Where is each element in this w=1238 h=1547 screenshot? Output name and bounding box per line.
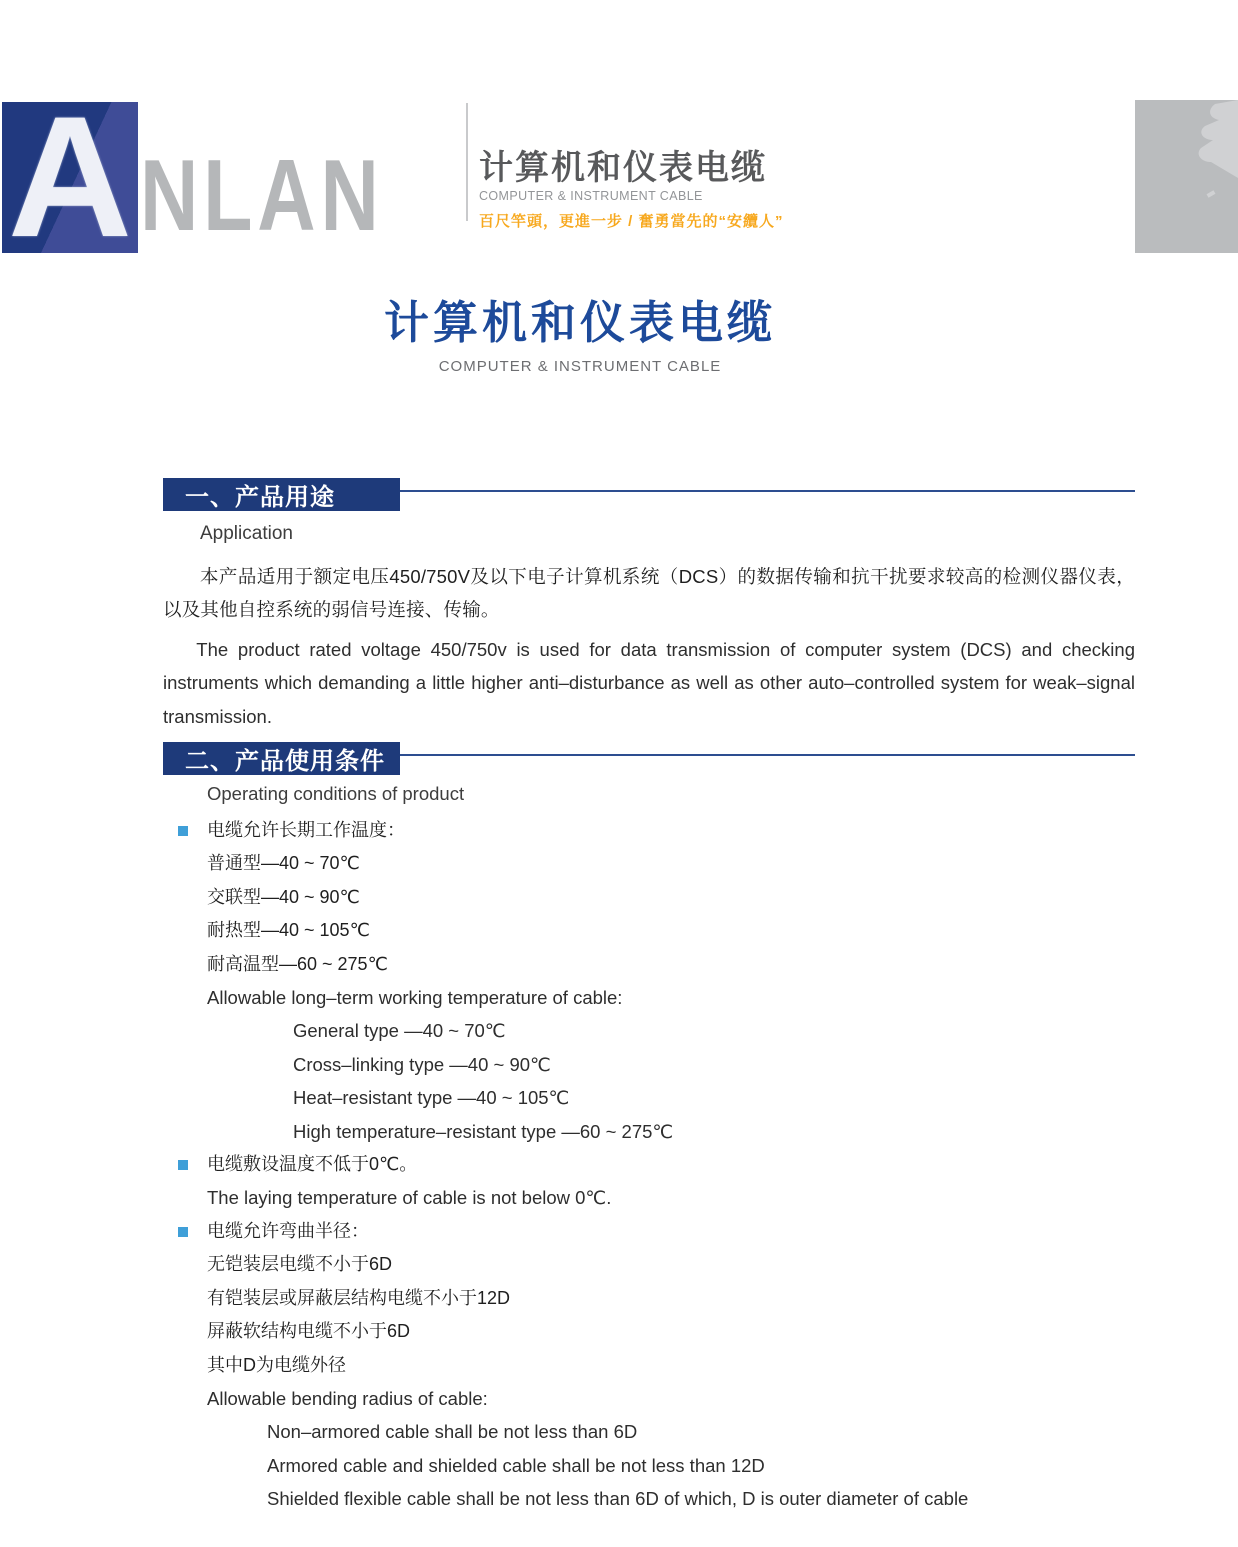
conditions-list	[163, 814, 1135, 1516]
header-tagline: 百尺竿頭，更進一步 / 奮勇當先的“安纜人”	[479, 213, 784, 230]
logo-letter-a: A	[7, 102, 133, 253]
page-header	[0, 0, 1238, 260]
bullet-square-icon	[178, 826, 188, 836]
list-item-text: 普通型—40 ~ 70℃	[207, 853, 360, 874]
list-item-text: 电缆允许长期工作温度：	[207, 820, 405, 840]
list-item-text: 耐高温型—60 ~ 275℃	[207, 953, 388, 974]
section1-heading-bar: 一、产品用途	[163, 478, 400, 511]
list-item	[207, 814, 1135, 847]
list-item-text: 电缆敷设温度不低于0℃。	[207, 1154, 418, 1175]
header-title-en: COMPUTER & INSTRUMENT CABLE	[479, 189, 703, 203]
logo-wordmark: NLAN	[140, 140, 384, 252]
section2-heading-bar: 二、产品使用条件	[163, 742, 400, 775]
list-item	[207, 981, 1135, 1014]
list-item	[207, 847, 1135, 880]
list-item-text: 屏蔽软结构电缆不小于6D	[207, 1321, 411, 1342]
list-item	[207, 881, 1135, 914]
list-item-text: High temperature–resistant type —60 ~ 275℃	[293, 1120, 674, 1142]
list-item-text: 耐热型—40 ~ 105℃	[207, 920, 370, 941]
header-title-cn: 计算机和仪表电缆	[479, 149, 767, 187]
list-item-text: Allowable long–term working temperature of cable:	[207, 987, 623, 1009]
section1-rule	[400, 490, 1135, 492]
page-subtitle: COMPUTER & INSTRUMENT CABLE	[438, 358, 722, 375]
bullet-square-icon	[178, 1227, 188, 1237]
list-item	[207, 1482, 1135, 1515]
leaf-decoration-icon	[1135, 100, 1238, 253]
list-item	[207, 948, 1135, 981]
list-item-text: Heat–resistant type —40 ~ 105℃	[293, 1087, 570, 1109]
document-title-block	[0, 297, 1160, 375]
list-item	[207, 1181, 1135, 1214]
page-title: 计算机和仪表电缆	[383, 297, 776, 348]
list-item	[207, 1115, 1135, 1148]
list-item-text: 无铠装层电缆不小于6D	[207, 1254, 393, 1275]
list-item	[207, 1081, 1135, 1114]
header-divider	[466, 103, 468, 221]
section-operating-conditions	[163, 742, 1135, 1516]
application-paragraph-en: The product rated voltage 450/750v is used for data transmission of computer system (DCS) and checking instruments which demanding a little higher anti–disturbance as well as other auto–controlled system for weak–signal transmission.	[163, 638, 1135, 727]
section2-header	[163, 742, 1135, 775]
header-text	[479, 148, 1039, 231]
list-item	[207, 1048, 1135, 1081]
list-item	[207, 914, 1135, 947]
list-item	[207, 1315, 1135, 1348]
application-paragraph-cn: 本产品适用于额定电压450/750V及以下电子计算机系统（DCS）的数据传输和抗干扰要求较高的检测仪器仪表，以及其他自控系统的弱信号连接、传输。	[163, 566, 1135, 621]
list-item-text: 有铠装层或屏蔽层结构电缆不小于12D	[207, 1287, 511, 1308]
section2-rule	[400, 754, 1135, 756]
list-item-text: The laying temperature of cable is not below 0℃.	[207, 1187, 612, 1209]
list-item	[207, 1148, 1135, 1181]
section1-header	[163, 478, 1135, 511]
anlan-logo	[2, 102, 138, 253]
list-item-text: Cross–linking type —40 ~ 90℃	[293, 1053, 551, 1075]
list-item-text: Armored cable and shielded cable shall be not less than 12D	[267, 1454, 765, 1476]
list-item	[207, 1014, 1135, 1047]
list-item-text: 其中D为电缆外径	[207, 1354, 346, 1375]
list-item-text: General type —40 ~ 70℃	[293, 1020, 506, 1042]
list-item	[207, 1215, 1135, 1248]
section2-heading-en: Operating conditions of product	[207, 783, 465, 804]
list-item-text: Shielded flexible cable shall be not less than 6D of which, D is outer diameter of cable	[267, 1488, 969, 1510]
corner-photo	[1135, 100, 1238, 253]
list-item	[207, 1415, 1135, 1448]
list-item	[207, 1382, 1135, 1415]
section-application	[163, 478, 1135, 733]
list-item-text: 交联型—40 ~ 90℃	[207, 886, 360, 907]
bullet-square-icon	[178, 1160, 188, 1170]
list-item	[207, 1282, 1135, 1315]
list-item	[207, 1248, 1135, 1281]
list-item	[207, 1449, 1135, 1482]
list-item-text: Allowable bending radius of cable:	[207, 1387, 488, 1409]
list-item-text: Non–armored cable shall be not less than 6D	[267, 1421, 638, 1443]
list-item	[207, 1349, 1135, 1382]
section1-heading-en: Application	[200, 523, 293, 544]
list-item-text: 电缆允许弯曲半径：	[207, 1220, 369, 1241]
